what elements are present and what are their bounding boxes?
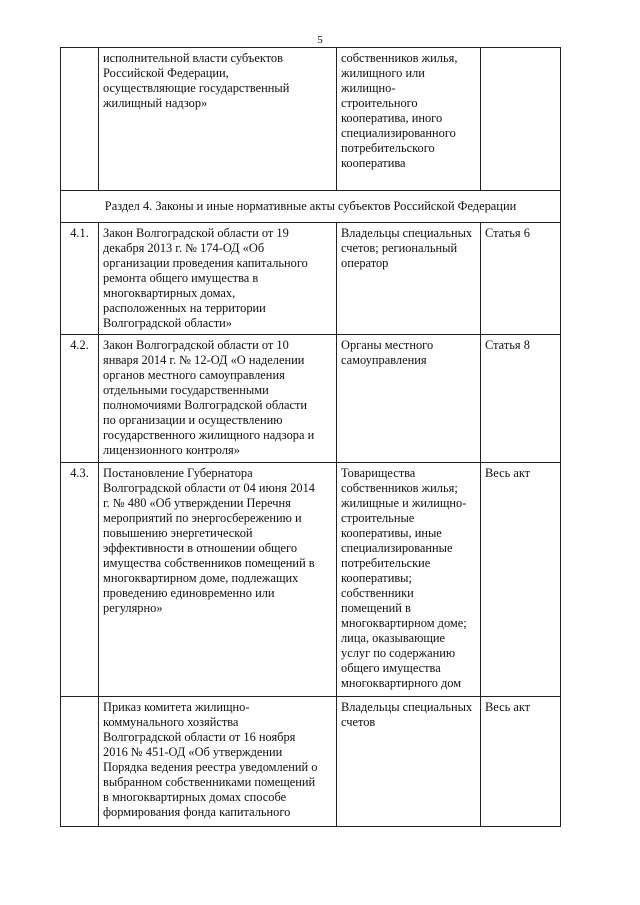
row-number: 4.2. [61, 335, 99, 463]
section-row [61, 191, 561, 223]
clause-cell: Статья 6 [481, 223, 561, 335]
row-number: 4.1. [61, 223, 99, 335]
subjects-cell: Органы местного самоуправления [337, 335, 481, 463]
section-title: Раздел 4. Законы и иные нормативные акты субъектов Российской Федерации [61, 191, 561, 223]
subjects-cell: Владельцы специальных счетов; региональный оператор [337, 223, 481, 335]
clause-cell [481, 48, 561, 191]
clause-cell: Весь акт [481, 697, 561, 827]
subjects-cell: Товарищества собственников жилья; жилищные и жилищно- строительные кооперативы, иные специализированные потребительские кооперативы; собственники помещений в многоквартирном доме; лица, оказывающие услуг по содержанию общего имущества многоквартирного дом [337, 463, 481, 697]
document-cell: исполнительной власти субъектов Российской Федерации, осуществляющие государственный жилищный надзор» [99, 48, 337, 191]
clause-cell: Весь акт [481, 463, 561, 697]
table-row [61, 463, 561, 697]
row-number [61, 48, 99, 191]
page-number: 5 [317, 34, 323, 46]
requirements-table [60, 47, 561, 827]
document-cell: Постановление Губернатора Волгоградской области от 04 июня 2014 г. № 480 «Об утверждении Перечня мероприятий по энергосбережению и повышению энергетической эффективности в отношении общего имущества собственников помещений в многоквартирном доме, подлежащих проведению единовременно или регулярно» [99, 463, 337, 697]
subjects-cell: Владельцы специальных счетов [337, 697, 481, 827]
document-cell: Закон Волгоградской области от 19 декабря 2013 г. № 174-ОД «Об организации проведения капитального ремонта общего имущества в многоквартирных домах, расположенных на территории Волгоградской области» [99, 223, 337, 335]
clause-cell: Статья 8 [481, 335, 561, 463]
row-number: 4.3. [61, 463, 99, 697]
subjects-cell: собственников жилья, жилищного или жилищно- строительного кооператива, иного специализированного потребительского кооператива [337, 48, 481, 191]
document-cell: Закон Волгоградской области от 10 января 2014 г. № 12-ОД «О наделении органов местного самоуправления отдельными государственными полномочиями Волгоградской области по организации и осуществлению государственного жилищного надзора и лицензионного контроля» [99, 335, 337, 463]
row-number [61, 697, 99, 827]
document-cell: Приказ комитета жилищно- коммунального хозяйства Волгоградской области от 16 ноября 2016 № 451-ОД «Об утверждении Порядка ведения реестра уведомлений о выбранном собственниками помещений в многоквартирных домах способе формирования фонда капитального [99, 697, 337, 827]
table-row [61, 335, 561, 463]
table-row [61, 697, 561, 827]
table-row [61, 223, 561, 335]
table-row-continuation [61, 48, 561, 191]
